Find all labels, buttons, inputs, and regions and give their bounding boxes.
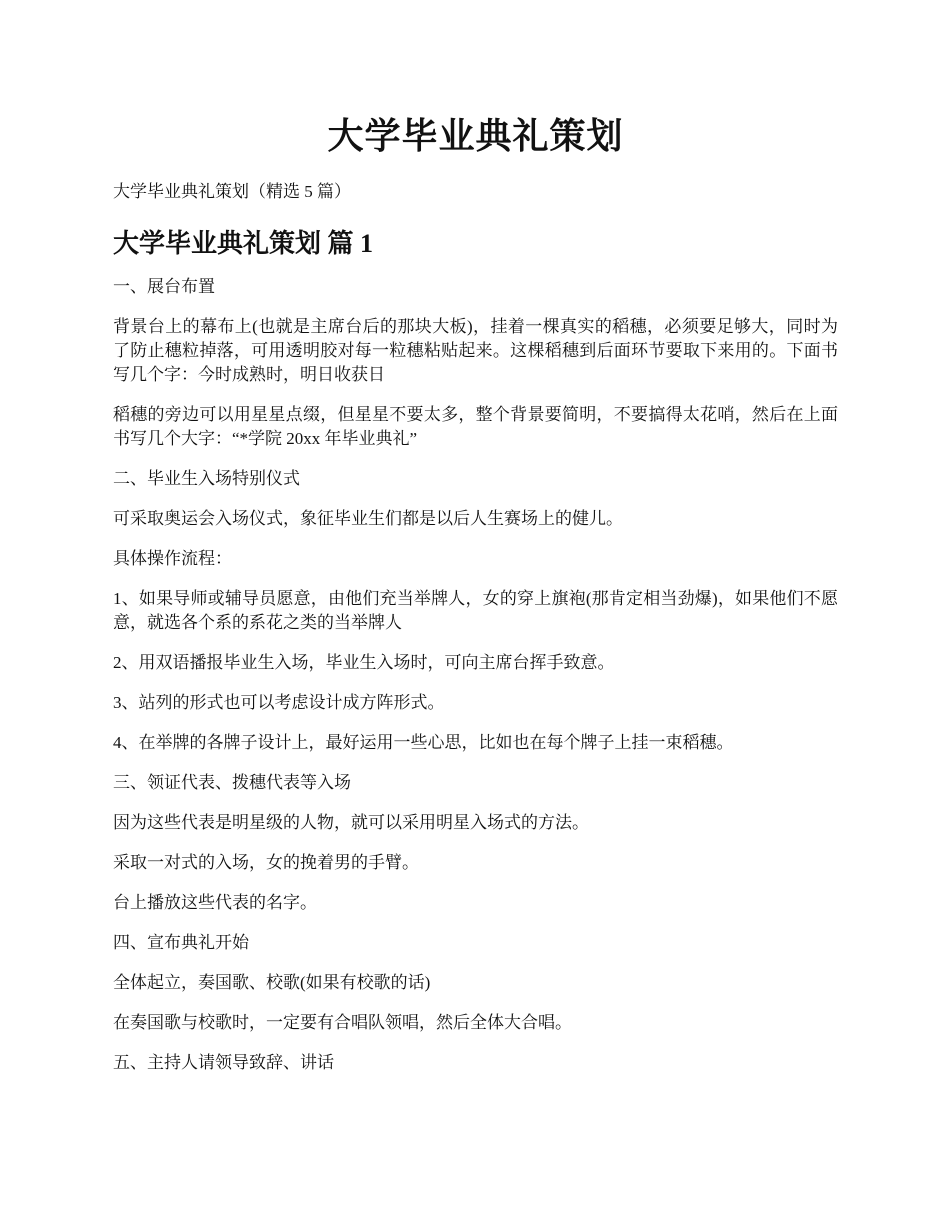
document-title: 大学毕业典礼策划 xyxy=(327,116,624,156)
paragraph: 可采取奥运会入场仪式，象征毕业生们都是以后人生赛场上的健儿。 xyxy=(113,509,623,528)
paragraph: 稻穗的旁边可以用星星点缀，但星星不要太多，整个背景要简明，不要搞得太花哨，然后在上面书写几个大字：“*学院 20xx 年毕业典礼” xyxy=(113,405,838,448)
paragraph: 4、在举牌的各牌子设计上，最好运用一些心思，比如也在每个牌子上挂一束稻穗。 xyxy=(113,733,734,752)
paragraph: 采取一对式的入场，女的挽着男的手臂。 xyxy=(113,853,419,872)
paragraph: 2、用双语播报毕业生入场，毕业生入场时，可向主席台挥手致意。 xyxy=(113,653,615,672)
paragraph: 因为这些代表是明星级的人物，就可以采用明星入场式的方法。 xyxy=(113,813,589,832)
body-paragraphs xyxy=(113,275,838,1075)
paragraph: 五、主持人请领导致辞、讲话 xyxy=(113,1053,334,1072)
paragraph: 具体操作流程： xyxy=(113,549,232,568)
document-subtitle: 大学毕业典礼策划（精选 5 篇） xyxy=(113,182,351,201)
paragraph: 背景台上的幕布上(也就是主席台后的那块大板)，挂着一棵真实的稻穗，必须要足够大，同时为了防止穗粒掉落，可用透明胶对每一粒穗粘贴起来。这棵稻穗到后面环节要取下来用的。下面书写几个字：今时成熟时，明日收获日 xyxy=(113,317,838,384)
paragraph: 全体起立，奏国歌、校歌(如果有校歌的话) xyxy=(113,973,431,992)
paragraph: 四、宣布典礼开始 xyxy=(113,933,249,952)
paragraph: 在奏国歌与校歌时，一定要有合唱队领唱，然后全体大合唱。 xyxy=(113,1013,572,1032)
section-heading: 大学毕业典礼策划 篇 1 xyxy=(113,229,374,258)
paragraph: 一、展台布置 xyxy=(113,277,215,296)
paragraph: 二、毕业生入场特别仪式 xyxy=(113,469,300,488)
paragraph: 3、站列的形式也可以考虑设计成方阵形式。 xyxy=(113,693,445,712)
paragraph: 台上播放这些代表的名字。 xyxy=(113,893,317,912)
paragraph: 1、如果导师或辅导员愿意，由他们充当举牌人，女的穿上旗袍(那肯定相当劲爆)，如果他们不愿意，就选各个系的系花之类的当举牌人 xyxy=(113,589,838,632)
paragraph: 三、领证代表、拨穗代表等入场 xyxy=(113,773,351,792)
